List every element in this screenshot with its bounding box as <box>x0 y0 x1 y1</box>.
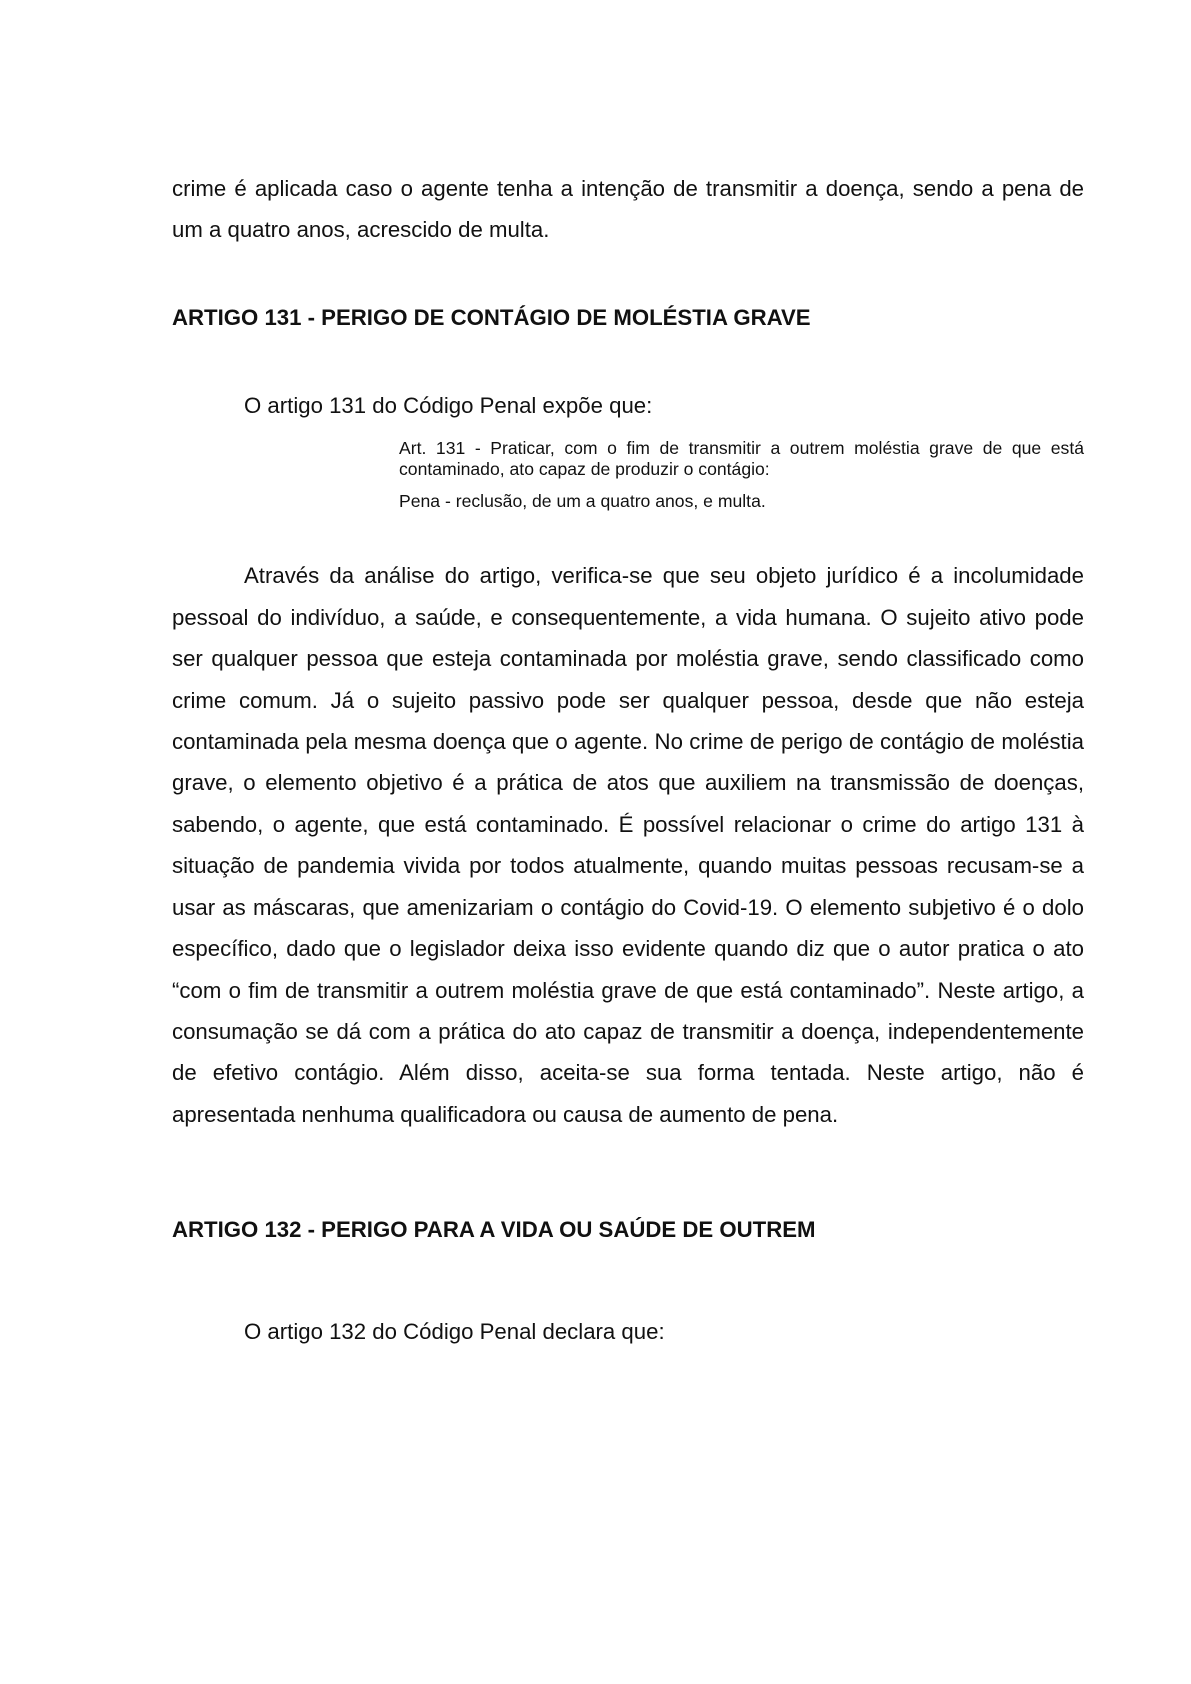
section-132-lead: O artigo 132 do Código Penal declara que: <box>244 1319 665 1345</box>
intro-paragraph: crime é aplicada caso o agente tenha a intenção de transmitir a doença, sendo a pena de um a quatro anos, acrescido de multa. <box>172 176 1084 243</box>
document-page <box>172 168 1084 1353</box>
section-131-quote <box>399 438 1084 511</box>
quote-penalty-text: Pena - reclusão, de um a quatro anos, e multa. <box>399 491 766 512</box>
section-131-lead: O artigo 131 do Código Penal expõe que: <box>244 392 653 418</box>
quote-article-text: Art. 131 - Praticar, com o fim de transmitir a outrem moléstia grave de que está contaminado, ato capaz de produzir o contágio: <box>399 438 1084 479</box>
section-131-heading: ARTIGO 131 - PERIGO DE CONTÁGIO DE MOLÉSTIA GRAVE <box>172 304 811 330</box>
section-131-analysis: Através da análise do artigo, verifica-se que seu objeto jurídico é a incolumidade pessoal do indivíduo, a saúde, e consequentemente, a vida humana. O sujeito ativo pode ser qualquer pessoa que esteja contaminada por moléstia grave, sendo classificado como crime comum. Já o sujeito passivo pode ser qualquer pessoa, desde que não esteja contaminada pela mesma doença que o agente. No crime de perigo de contágio de moléstia grave, o elemento objetivo é a prática de atos que auxiliem na transmissão de doenças, sabendo, o agente, que está contaminado. É possível relacionar o crime do artigo 131 à situação de pandemia vivida por todos atualmente, quando muitas pessoas recusam-se a usar as máscaras, que amenizariam o contágio do Covid-19. O elemento subjetivo é o dolo específico, dado que o legislador deixa isso evidente quando diz que o autor pratica o ato “com o fim de transmitir a outrem moléstia grave de que está contaminado”. Neste artigo, a consumação se dá com a prática do ato capaz de transmitir a doença, independentemente de efetivo contágio. Além disso, aceita-se sua forma tentada. Neste artigo, não é apresentada nenhuma qualificadora ou causa de aumento de pena. <box>172 563 1084 1127</box>
section-132-heading: ARTIGO 132 - PERIGO PARA A VIDA OU SAÚDE DE OUTREM <box>172 1217 816 1243</box>
